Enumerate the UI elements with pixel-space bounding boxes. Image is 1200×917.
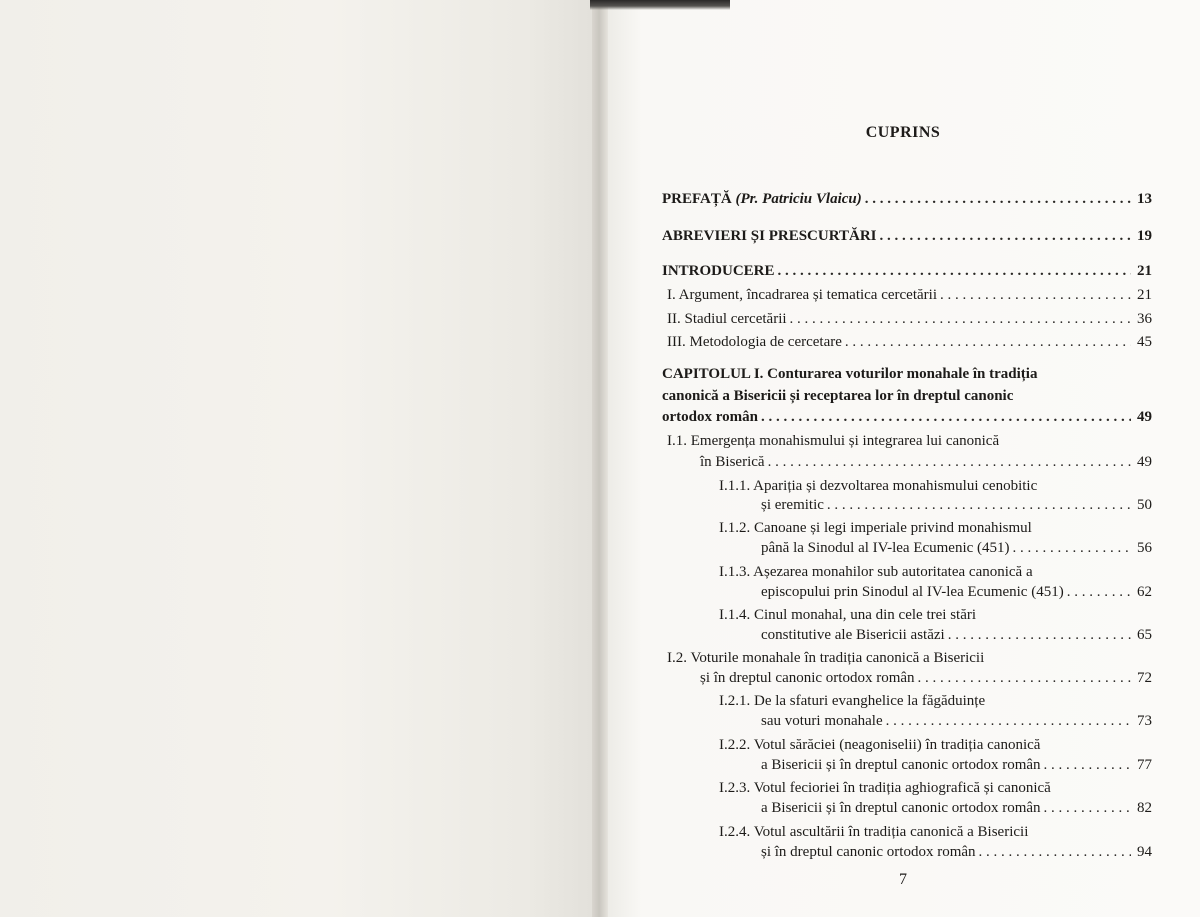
- toc-page-number: 73: [1137, 713, 1152, 729]
- toc-heading: CUPRINS: [865, 124, 941, 141]
- toc-entry-subsection-1-2-3[interactable]: [761, 800, 1152, 817]
- toc-entry-abbreviations[interactable]: [662, 228, 1152, 245]
- toc-page-number: 36: [1137, 311, 1152, 327]
- toc-entry-subsection-1-1-1[interactable]: [761, 497, 1152, 514]
- leader-dots: [768, 454, 1131, 471]
- toc-page-number: 21: [1137, 287, 1152, 303]
- toc-page-number: 77: [1137, 757, 1152, 773]
- leader-dots: [886, 713, 1131, 730]
- toc-entry-intro-3[interactable]: [667, 334, 1152, 351]
- toc-entry-title: ortodox român: [662, 409, 758, 425]
- toc-entry-intro-2[interactable]: [667, 311, 1152, 328]
- leader-dots: [865, 191, 1131, 208]
- toc-entry-title: până la Sinodul al IV-lea Ecumenic (451): [761, 540, 1010, 556]
- leader-dots: [790, 311, 1131, 328]
- toc-entry-intro-1[interactable]: [667, 287, 1152, 304]
- leader-dots: [845, 334, 1131, 351]
- toc-entry-section-1-1[interactable]: [700, 454, 1152, 471]
- toc-entry-subsection-1-1-4[interactable]: [761, 627, 1152, 644]
- toc-entry-title: ABREVIERI ȘI PRESCURTĂRI: [662, 228, 877, 244]
- leader-dots: [1067, 584, 1131, 601]
- preface-title: PREFAȚĂ: [662, 191, 732, 207]
- left-page-blank: [0, 0, 597, 917]
- toc-entry-subsection-1-2-4[interactable]: [761, 844, 1152, 861]
- leader-dots: [948, 627, 1131, 644]
- toc-page-number: 72: [1137, 670, 1152, 686]
- subsection-title-line-1: I.2.4. Votul ascultării în tradiția canonică a Bisericii: [719, 824, 1029, 840]
- leader-dots: [918, 670, 1131, 687]
- preface-author: (Pr. Patriciu Vlaicu): [735, 191, 862, 207]
- toc-entry-chapter-1[interactable]: [662, 409, 1152, 426]
- toc-entry-title: II. Stadiul cercetării: [667, 311, 787, 327]
- toc-page-number: 49: [1137, 409, 1152, 425]
- section-title-line-1: I.1. Emergența monahismului și integrarea lui canonică: [667, 433, 1000, 449]
- leader-dots: [880, 228, 1131, 245]
- leader-dots: [979, 844, 1131, 861]
- toc-entry-subsection-1-2-2[interactable]: [761, 757, 1152, 774]
- toc-entry-title: a Bisericii și în dreptul canonic ortodox român: [761, 800, 1041, 816]
- toc-page-number: 56: [1137, 540, 1152, 556]
- toc-entry-title: a Bisericii și în dreptul canonic ortodox român: [761, 757, 1041, 773]
- page-number: 7: [899, 871, 907, 888]
- toc-page-number: 62: [1137, 584, 1152, 600]
- toc-entry-title: episcopului prin Sinodul al IV-lea Ecumenic (451): [761, 584, 1064, 600]
- toc-entry-title: I. Argument, încadrarea și tematica cercetării: [667, 287, 937, 303]
- chapter-title-line-2: canonică a Bisericii și receptarea lor în dreptul canonic: [662, 388, 1014, 404]
- subsection-title-line-1: I.1.1. Apariția și dezvoltarea monahismului cenobitic: [719, 478, 1038, 494]
- leader-dots: [1013, 540, 1131, 557]
- subsection-title-line-1: I.1.4. Cinul monahal, una din cele trei stări: [719, 607, 977, 623]
- toc-entry-preface[interactable]: [662, 191, 1152, 208]
- toc-page-number: 65: [1137, 627, 1152, 643]
- leader-dots: [827, 497, 1131, 514]
- toc-page-number: 21: [1137, 263, 1152, 279]
- toc-entry-title: INTRODUCERE: [662, 263, 775, 279]
- toc-entry-title: constitutive ale Bisericii astăzi: [761, 627, 945, 643]
- subsection-title-line-1: I.2.2. Votul sărăciei (neagoniselii) în tradiția canonică: [719, 737, 1041, 753]
- toc-entry-title: în Biserică: [700, 454, 765, 470]
- toc-page-number: 19: [1137, 228, 1152, 244]
- toc-entry-title: [662, 191, 862, 208]
- toc-entry-title: și în dreptul canonic ortodox român: [700, 670, 915, 686]
- toc-page-number: 13: [1137, 191, 1152, 207]
- toc-entry-title: și în dreptul canonic ortodox român: [761, 844, 976, 860]
- leader-dots: [761, 409, 1131, 426]
- table-of-contents: [662, 0, 1152, 917]
- toc-page-number: 82: [1137, 800, 1152, 816]
- leader-dots: [940, 287, 1131, 304]
- toc-entry-subsection-1-2-1[interactable]: [761, 713, 1152, 730]
- subsection-title-line-1: I.2.1. De la sfaturi evanghelice la făgăduințe: [719, 693, 986, 709]
- toc-page-number: 49: [1137, 454, 1152, 470]
- subsection-title-line-1: I.2.3. Votul fecioriei în tradiția aghiografică și canonică: [719, 780, 1051, 796]
- toc-entry-section-1-2[interactable]: [700, 670, 1152, 687]
- toc-entry-subsection-1-1-2[interactable]: [761, 540, 1152, 557]
- toc-entry-title: III. Metodologia de cercetare: [667, 334, 842, 350]
- toc-page-number: 94: [1137, 844, 1152, 860]
- leader-dots: [1044, 800, 1131, 817]
- section-title-line-1: I.2. Voturile monahale în tradiția canonică a Bisericii: [667, 650, 985, 666]
- toc-page-number: 45: [1137, 334, 1152, 350]
- subsection-title-line-1: I.1.3. Așezarea monahilor sub autoritatea canonică a: [719, 564, 1033, 580]
- toc-page-number: 50: [1137, 497, 1152, 513]
- toc-entry-subsection-1-1-3[interactable]: [761, 584, 1152, 601]
- subsection-title-line-1: I.1.2. Canoane și legi imperiale privind monahismul: [719, 520, 1032, 536]
- toc-entry-title: sau voturi monahale: [761, 713, 883, 729]
- leader-dots: [1044, 757, 1131, 774]
- chapter-title-line-1: CAPITOLUL I. Conturarea voturilor monahale în tradiția: [662, 366, 1038, 382]
- toc-entry-introduction[interactable]: [662, 263, 1152, 280]
- leader-dots: [778, 263, 1131, 280]
- toc-entry-title: și eremitic: [761, 497, 824, 513]
